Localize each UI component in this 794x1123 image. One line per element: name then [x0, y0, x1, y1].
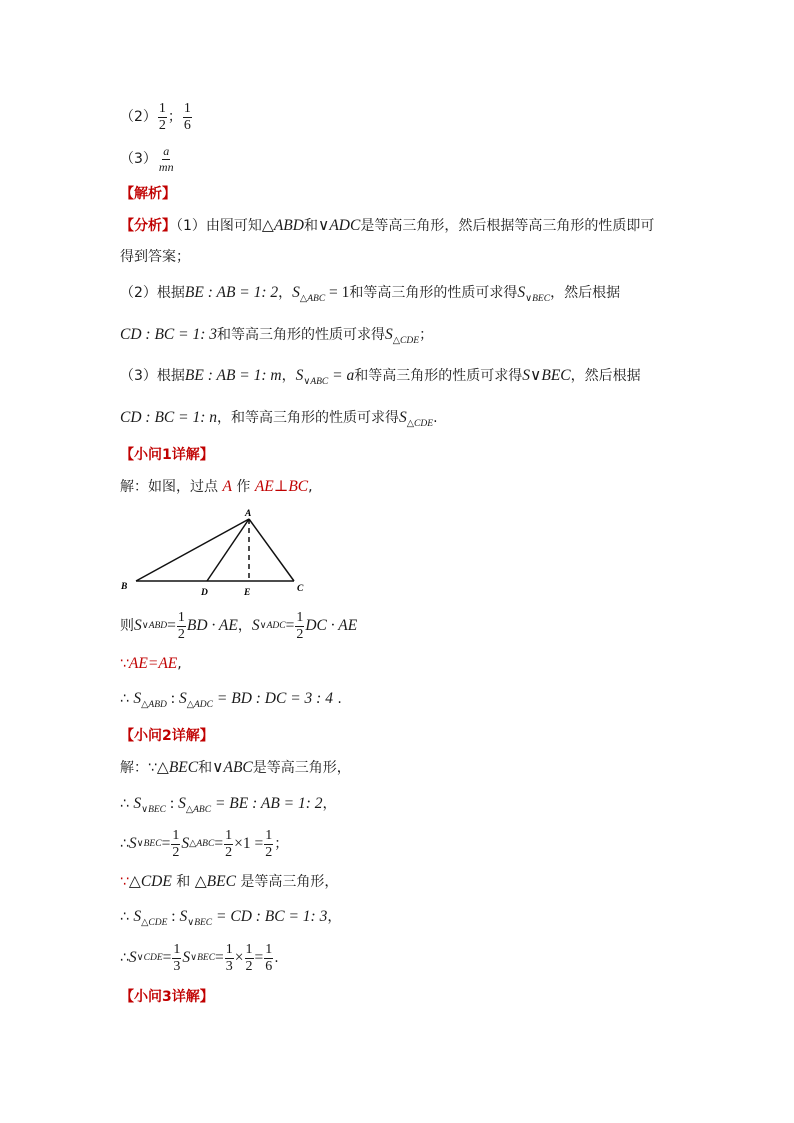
math-ratio: CD : BC = 1: 3: [120, 326, 217, 343]
analysis-line-2: 得到答案；: [120, 249, 190, 265]
analysis-text: ，和等高三角形的性质可求得: [217, 410, 399, 426]
math-area-symbol: S: [292, 284, 300, 301]
answer-2-fraction-2: $\frac{1}{6}$: [183, 100, 191, 133]
math-area-symbol: S: [128, 949, 137, 966]
sol2-line-4: [120, 872, 338, 892]
math-fraction: $\frac{1}{2}$: [177, 609, 185, 642]
math-expression: AE=AE: [128, 655, 178, 672]
math-subscript: △CDE: [406, 419, 434, 429]
math-subscript: ∨BEC: [525, 294, 551, 304]
therefore-symbol: ∴: [120, 691, 134, 707]
segment-ac: [249, 519, 294, 581]
math-area-symbol: S: [178, 690, 187, 707]
answer-3-label: （3）: [120, 151, 157, 167]
math-equals: =: [161, 835, 171, 852]
math-equals: =: [162, 949, 172, 966]
math-equals: =: [167, 617, 176, 634]
math-fraction: $\frac{1}{2}$: [245, 941, 253, 974]
analysis-text: （3）根据: [120, 368, 185, 384]
solution-text: ,: [308, 479, 313, 495]
math-times: ×1 =: [234, 835, 264, 852]
math-fraction: $\frac{1}{2}$: [172, 827, 180, 860]
analysis-text: （2）根据: [120, 285, 185, 301]
math-colon: :: [167, 908, 180, 925]
math-perpendicular: AE⊥BC: [254, 478, 309, 495]
analysis-text: .: [433, 410, 438, 426]
answer-2-label: （2）: [120, 109, 157, 125]
math-value: = 1: [325, 284, 350, 301]
therefore-symbol: ∴: [120, 950, 129, 966]
analysis-text: ，: [281, 368, 296, 384]
solution-text: 和: [171, 874, 195, 890]
analysis-text: 是等高三角形，然后根据等高三角形的性质即可: [360, 218, 655, 234]
answer-part-3: [120, 142, 176, 176]
math-area-symbol: S: [181, 835, 190, 852]
because-symbol: ∵: [120, 656, 129, 672]
math-area-symbol: S: [517, 284, 526, 301]
solution-text: 解：∵: [120, 760, 157, 776]
math-area-bec: S∨BEC: [522, 367, 571, 384]
answer-2-fraction-1: $\frac{1}{2}$: [158, 100, 166, 133]
math-equals: =: [254, 949, 264, 966]
solution-text: 作: [231, 479, 255, 495]
math-equals: =: [285, 617, 295, 634]
math-point-a: A: [222, 478, 232, 495]
analysis-text: ，然后根据: [570, 368, 641, 384]
analysis-text: （1）由图可知: [176, 218, 262, 234]
analysis-text: ，: [278, 285, 293, 301]
math-area-symbol: S: [133, 908, 142, 925]
math-triangle-abc: ∨ABC: [212, 759, 253, 776]
math-ratio: BE : AB = 1: m: [184, 367, 282, 384]
math-triangle-abd: △ABD: [261, 217, 304, 234]
math-area-symbol: S: [251, 617, 260, 634]
label-point-e: E: [244, 588, 251, 598]
math-fraction: $\frac{1}{3}$: [173, 941, 181, 974]
label-point-d: D: [201, 588, 208, 598]
math-times: ×: [234, 949, 244, 966]
math-subscript: ∨BEC: [141, 805, 167, 815]
math-subscript: △CDE: [141, 918, 168, 928]
math-fraction: $\frac{1}{2}$: [225, 827, 233, 860]
solution-text: 是等高三角形，: [235, 874, 339, 890]
math-fraction: $\frac{1}{2}$: [265, 827, 273, 860]
analysis-text: 和等高三角形的性质可求得: [349, 285, 518, 301]
triangle-figure: [112, 503, 322, 598]
analysis-text: 和等高三角形的性质可求得: [354, 368, 523, 384]
segment-ab: [136, 519, 249, 581]
math-area-symbol: S: [178, 795, 186, 812]
analysis-text: 和: [303, 218, 318, 234]
sol2-line-5: [120, 907, 341, 927]
sol1-line-2: [120, 654, 182, 674]
math-equals: =: [214, 835, 224, 852]
math-area-symbol: S: [295, 367, 304, 384]
because-symbol: ∵: [120, 874, 129, 890]
math-subscript: △ABC: [185, 805, 212, 815]
sol2-line-2: [120, 794, 337, 814]
math-subscript: △ADC: [186, 700, 214, 710]
math-area-symbol: S: [133, 690, 142, 707]
math-expression: = BE : AB = 1: 2: [211, 795, 323, 812]
therefore-symbol: ∴: [120, 909, 134, 925]
math-expression: = BD : DC = 3 : 4: [213, 690, 333, 707]
math-expression: = CD : BC = 1: 3: [212, 908, 328, 925]
solution-text: ，: [237, 618, 252, 634]
solution-text: ，: [322, 796, 337, 812]
math-subscript: ∨BEC: [187, 918, 213, 928]
section-xiaowen-1: 【小问1详解】: [120, 447, 214, 463]
math-colon: :: [166, 795, 179, 812]
solution-text: .: [332, 691, 342, 707]
sol1-line-3: [120, 689, 342, 709]
analysis-text: 和等高三角形的性质可求得: [217, 327, 385, 343]
analysis-text: ，然后根据: [550, 285, 621, 301]
answer-2-separator: ；: [167, 109, 182, 125]
analysis-tag: 【分析】: [120, 218, 176, 234]
therefore-symbol: ∴: [120, 836, 129, 852]
math-subscript: ∨ABC: [303, 377, 329, 387]
math-subscript: △ABD: [141, 700, 167, 710]
math-area-symbol: S: [179, 908, 188, 925]
sol2-line-3: ∴ S ∨BEC = $\frac{1}{2}$ S △ABC = $\frac{1}{2}$ ×1 = $\frac{1}{2}$ ；: [120, 827, 289, 860]
math-area-symbol: S: [134, 617, 142, 634]
math-triangle-bec: △BEC: [194, 873, 236, 890]
math-expression: BD · AE: [186, 617, 238, 634]
solution-text: 是等高三角形，: [252, 760, 351, 776]
math-subscript: △ABC: [299, 294, 326, 304]
section-xiaowen-3: 【小问3详解】: [120, 989, 214, 1005]
math-triangle-cde: △CDE: [128, 873, 172, 890]
segment-ad: [207, 519, 249, 581]
math-area-symbol: S: [182, 949, 191, 966]
analysis-line-3: [120, 283, 620, 303]
math-area-symbol: S: [385, 326, 393, 343]
math-area-symbol: S: [399, 409, 407, 426]
math-fraction: $\frac{1}{6}$: [265, 941, 273, 974]
section-xiaowen-2: 【小问2详解】: [120, 728, 214, 744]
sol2-line-6: ∴ S ∨CDE = $\frac{1}{3}$ S ∨BEC = $\frac{1}{3}$ × $\frac{1}{2}$ = $\frac{1}{6}$ .: [120, 941, 279, 974]
solution-text: ,: [177, 656, 182, 672]
solution-text: 则: [120, 618, 134, 634]
label-point-a: A: [245, 509, 252, 519]
math-expression: DC · AE: [305, 617, 358, 634]
solution-text: 和: [198, 760, 213, 776]
sol2-line-1: [120, 758, 351, 778]
math-triangle-bec: △BEC: [156, 759, 199, 776]
math-area-symbol: S: [133, 795, 142, 812]
math-fraction: $\frac{1}{2}$: [296, 609, 304, 642]
analysis-line-6: [120, 408, 438, 428]
section-jiexi: 【解析】: [120, 186, 176, 202]
therefore-symbol: ∴: [120, 796, 134, 812]
analysis-line-5: [120, 366, 641, 386]
answer-part-2: [120, 98, 193, 136]
analysis-line-1: [120, 216, 654, 236]
label-point-c: C: [297, 584, 304, 594]
math-equals: =: [215, 949, 224, 966]
label-point-b: B: [121, 582, 128, 592]
math-subscript: △CDE: [392, 336, 420, 346]
sol1-intro: [120, 477, 313, 497]
solution-text: 解：如图，过点: [120, 479, 223, 495]
solution-text: .: [274, 950, 279, 966]
sol1-line-1: 则 S ∨ABD = $\frac{1}{2}$ BD · AE ， S ∨ADC = $\frac{1}{2}$ DC · AE: [120, 609, 358, 642]
solution-text: ，: [327, 909, 342, 925]
analysis-text: ；: [419, 327, 434, 343]
math-fraction: $\frac{1}{3}$: [225, 941, 233, 974]
math-triangle-adc: ∨ADC: [317, 217, 361, 234]
math-ratio: CD : BC = 1: n: [120, 409, 217, 426]
math-area-symbol: S: [128, 835, 137, 852]
analysis-line-4: [120, 325, 433, 345]
answer-3-fraction: $\frac{a}{mn}$: [158, 143, 174, 174]
solution-text: ；: [274, 836, 289, 852]
math-ratio: BE : AB = 1: 2: [184, 284, 279, 301]
math-value: = a: [328, 367, 355, 384]
math-colon: :: [166, 690, 179, 707]
